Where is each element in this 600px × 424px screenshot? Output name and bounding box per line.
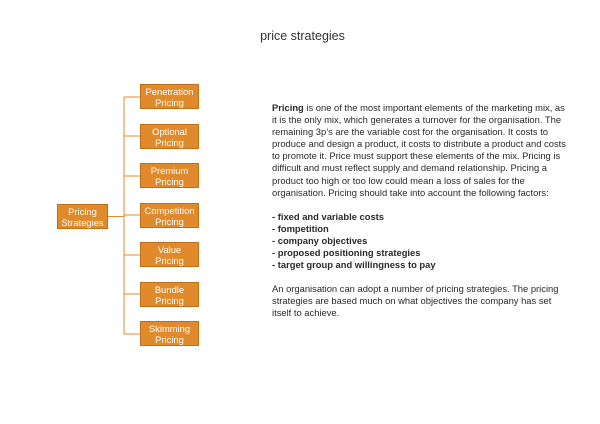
lead-word: Pricing <box>272 102 304 113</box>
page-title: price strategies <box>260 29 345 43</box>
node-competition-pricing: Competition Pricing <box>140 203 199 228</box>
intro-paragraph <box>272 102 568 199</box>
description-text <box>272 102 568 320</box>
factor-item: - fompetition <box>272 222 329 234</box>
node-optional-pricing: Optional Pricing <box>140 124 199 149</box>
root-node-pricing-strategies: Pricing Strategies <box>57 204 108 229</box>
factor-item: - proposed positioning strategies <box>272 247 421 259</box>
node-bundle-pricing: Bundle Pricing <box>140 282 199 307</box>
closing-paragraph: An organisation can adopt a number of pricing strategies. The pricing strategies are based much on what objectives the company has set itself to achieve. <box>272 283 559 319</box>
factor-item: - fixed and variable costs <box>272 210 385 222</box>
factor-item: - company objectives <box>272 234 368 246</box>
factor-item: - target group and willingness to pay <box>272 259 436 271</box>
node-premium-pricing: Premium Pricing <box>140 163 199 188</box>
intro-text: is one of the most important elements of the marketing mix, as it is the only mix, which generates a turnover for the organisation. The remaining 3p’s are the variable cost for the organisation. It costs to produce and design a product, it costs to distribute a product and costs to promote it. Price must support these elements of the mix. Pricing is difficult and must reflect supply and demand relationship. Pricing a product too high or too low could mean a loss of sales for the organisation. Pricing should take into account the following factors: <box>272 102 566 198</box>
factors-list <box>272 211 568 271</box>
node-penetration-pricing: Penetration Pricing <box>140 84 199 109</box>
node-skimming-pricing: Skimming Pricing <box>140 321 199 346</box>
node-value-pricing: Value Pricing <box>140 242 199 267</box>
